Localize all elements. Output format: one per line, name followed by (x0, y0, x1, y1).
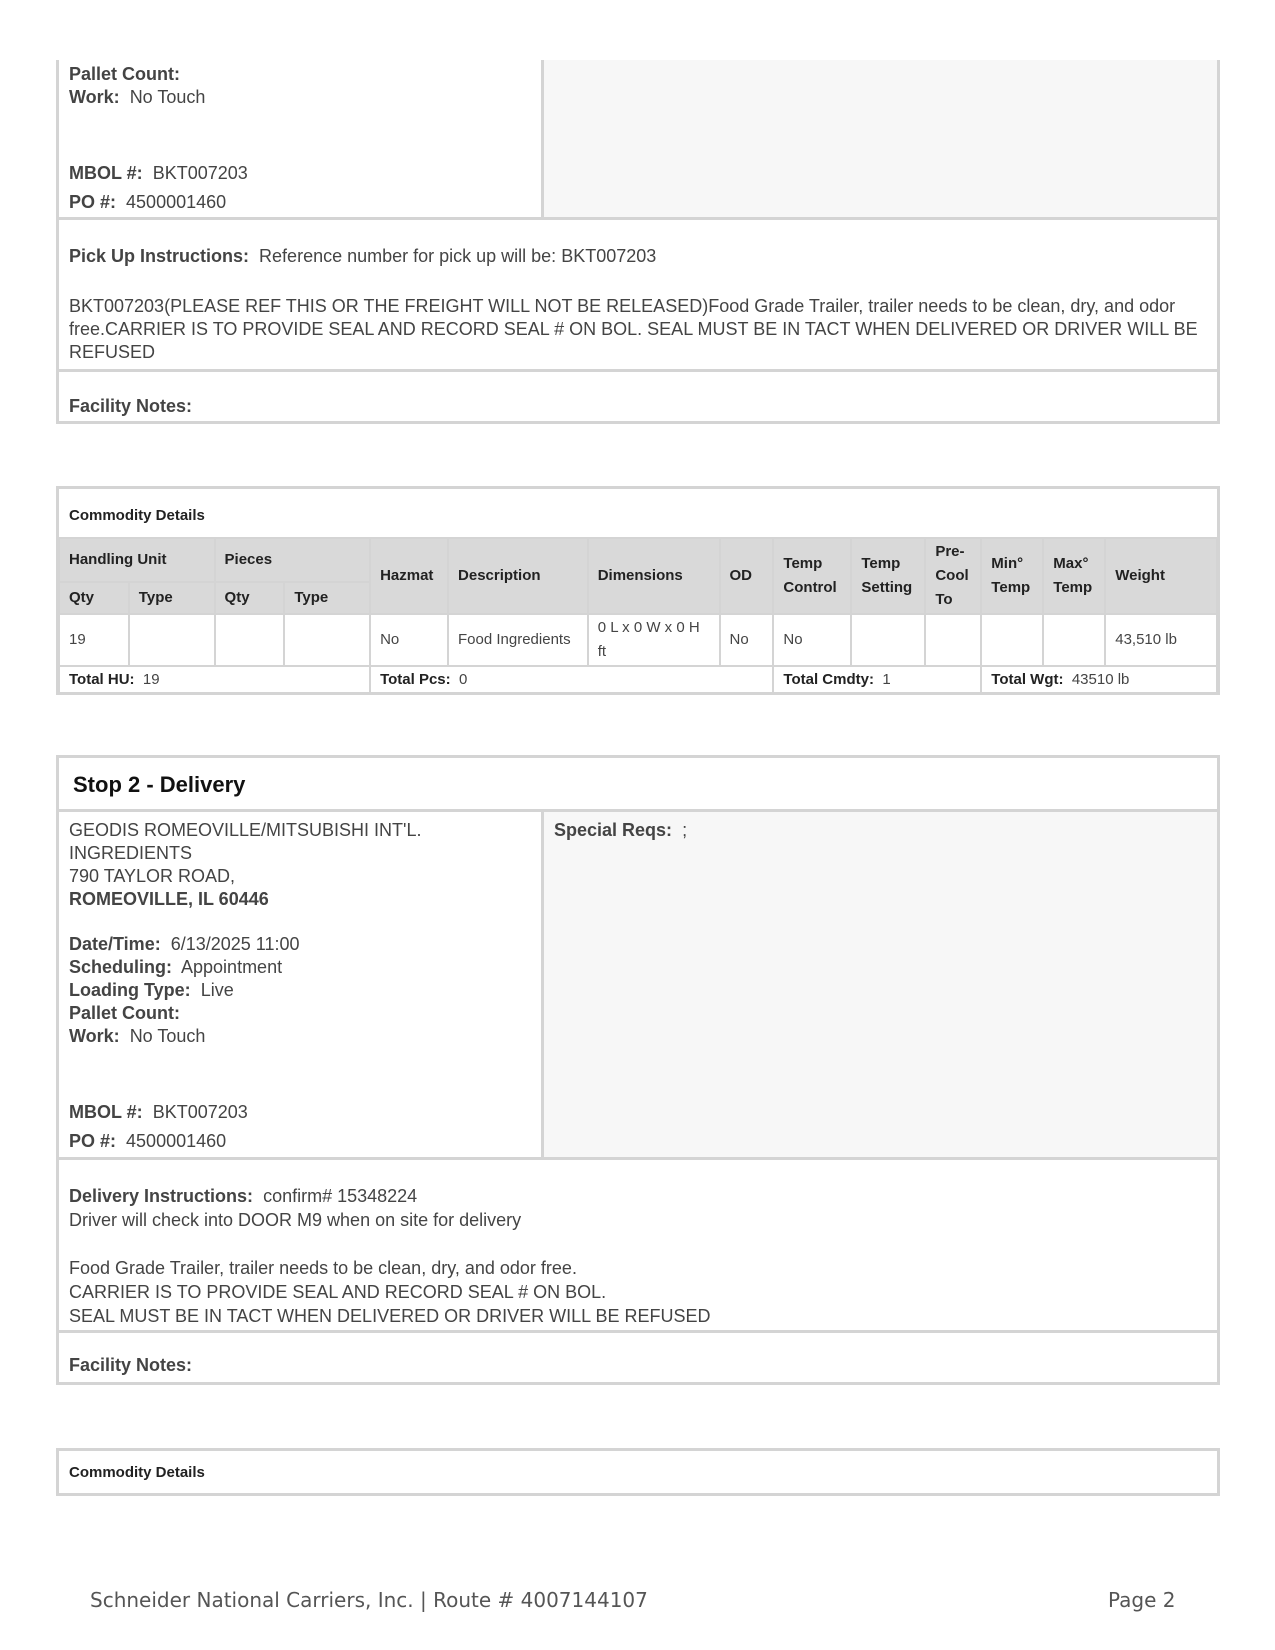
mbol-label: MBOL #: (69, 1102, 143, 1122)
stop2-pallet-count (69, 1003, 180, 1024)
delivery-instructions-line-4: CARRIER IS TO PROVIDE SEAL AND RECORD SEAL # ON BOL. (69, 1282, 607, 1302)
cell-hazmat: No (370, 614, 448, 666)
header-max-temp: Max° Temp (1043, 538, 1105, 614)
work-label: Work: (69, 87, 120, 107)
cell-dimensions: 0 L x 0 W x 0 H ft (588, 614, 720, 666)
table-row (59, 614, 1217, 666)
address-line-3: 790 TAYLOR ROAD, (69, 866, 236, 886)
special-reqs-label: Special Reqs: (554, 820, 673, 840)
cell-temp-control: No (773, 614, 851, 666)
cell-od: No (720, 614, 774, 666)
stop1-facility-notes-box (56, 369, 1220, 424)
stop1-info-box (56, 60, 1220, 220)
delivery-instructions-label: Delivery Instructions: (69, 1186, 254, 1206)
header-pre-cool-to: Pre-Cool To (925, 538, 981, 614)
po-value: 4500001460 (126, 192, 227, 212)
work-value: No Touch (129, 1026, 206, 1046)
pickup-instructions-body: BKT007203(PLEASE REF THIS OR THE FREIGHT WILL NOT BE RELEASED)Food Grade Trailer, trailer needs to be clean, dry, and odor free.CARRIER IS TO PROVIDE SEAL AND RECORD SEAL # ON BOL. SEAL MUST BE IN TACT WHEN DELIVERED OR DRIVER WILL BE REFUSED (69, 296, 1198, 362)
stop2-title: Stop 2 - Delivery (73, 772, 246, 797)
header-min-temp: Min° Temp (981, 538, 1043, 614)
stop2-work (69, 1026, 205, 1047)
stop2-right-panel (544, 812, 1217, 1160)
commodity-details-title: Commodity Details (69, 1464, 205, 1481)
special-reqs-value: ; (682, 820, 688, 840)
scheduling-value: Appointment (181, 957, 283, 977)
commodity-table (58, 537, 1218, 695)
cell-max-temp (1043, 614, 1105, 666)
header-dimensions: Dimensions (588, 538, 720, 614)
stop1-facility-notes-label: Facility Notes: (69, 396, 193, 416)
stop2-po (69, 1131, 226, 1152)
totals-row (59, 666, 1217, 694)
cell-pc-type (284, 614, 370, 666)
cell-weight: 43,510 lb (1105, 614, 1217, 666)
loading-type-value: Live (200, 980, 234, 1000)
work-value: No Touch (129, 87, 206, 107)
delivery-instructions-line-5: SEAL MUST BE IN TACT WHEN DELIVERED OR DRIVER WILL BE REFUSED (69, 1306, 711, 1326)
pickup-instructions-header (69, 246, 656, 267)
stop2-left-panel (59, 812, 544, 1160)
stop1-pallet-count (69, 64, 180, 85)
footer-page-number: Page 2 (1108, 1588, 1176, 1612)
mbol-label: MBOL #: (69, 163, 143, 183)
header-hu-type: Type (129, 582, 215, 614)
header-pc-type: Type (284, 582, 370, 614)
header-temp-setting: Temp Setting (851, 538, 925, 614)
delivery-instructions-box (56, 1157, 1220, 1333)
header-pc-qty: Qty (215, 582, 285, 614)
stop2-datetime (69, 934, 300, 955)
header-weight: Weight (1105, 538, 1217, 614)
pallet-count-label: Pallet Count: (69, 1003, 180, 1023)
pickup-instructions-box (56, 217, 1220, 372)
footer-company-route: Schneider National Carriers, Inc. | Route # 4007144107 (90, 1588, 648, 1612)
delivery-confirm-number: confirm# 15348224 (263, 1186, 418, 1206)
total-hu: Total HU: 19 (59, 666, 370, 694)
cell-hu-type (129, 614, 215, 666)
po-value: 4500001460 (126, 1131, 227, 1151)
stop2-scheduling (69, 957, 282, 978)
header-hu-qty: Qty (59, 582, 129, 614)
commodity-details-table-1 (56, 486, 1220, 695)
stop1-mbol (69, 163, 248, 184)
commodity-details-title: Commodity Details (69, 507, 205, 524)
loading-type-label: Loading Type: (69, 980, 191, 1000)
po-label: PO #: (69, 1131, 117, 1151)
datetime-label: Date/Time: (69, 934, 161, 954)
header-temp-control: Temp Control (773, 538, 851, 614)
delivery-instructions-header (69, 1186, 417, 1207)
delivery-instructions-line-3: Food Grade Trailer, trailer needs to be clean, dry, and odor free. (69, 1258, 577, 1278)
work-label: Work: (69, 1026, 120, 1046)
stop1-po (69, 192, 226, 213)
stop2-facility-notes-label: Facility Notes: (69, 1355, 193, 1375)
total-pcs: Total Pcs: 0 (370, 666, 773, 694)
stop2-facility-notes-box (56, 1330, 1220, 1385)
scheduling-label: Scheduling: (69, 957, 172, 977)
stop1-work (69, 87, 205, 108)
header-handling-unit: Handling Unit (59, 538, 215, 582)
mbol-value: BKT007203 (152, 1102, 248, 1122)
header-pieces: Pieces (215, 538, 371, 582)
pallet-count-label: Pallet Count: (69, 64, 180, 84)
stop1-left-panel (59, 60, 544, 220)
mbol-value: BKT007203 (152, 163, 248, 183)
commodity-details-table-2 (56, 1448, 1220, 1496)
special-reqs (554, 820, 687, 841)
cell-hu-qty: 19 (59, 614, 129, 666)
stop2-mbol (69, 1102, 248, 1123)
stop2-loading-type (69, 980, 234, 1001)
city-state-zip: ROMEOVILLE, IL 60446 (69, 889, 269, 909)
cell-temp-setting (851, 614, 925, 666)
header-description: Description (448, 538, 588, 614)
cell-pc-qty (215, 614, 285, 666)
cell-min-temp (981, 614, 1043, 666)
delivery-instructions-line-2: Driver will check into DOOR M9 when on site for delivery (69, 1210, 522, 1230)
cell-description: Food Ingredients (448, 614, 588, 666)
pickup-instructions-reference: Reference number for pick up will be: BKT007203 (259, 246, 657, 266)
pickup-instructions-label: Pick Up Instructions: (69, 246, 250, 266)
total-cmdty: Total Cmdty: 1 (773, 666, 981, 694)
address-line-1: GEODIS ROMEOVILLE/MITSUBISHI INT'L. (69, 820, 422, 840)
stop2-delivery-section (56, 755, 1220, 1160)
header-hazmat: Hazmat (370, 538, 448, 614)
cell-pre-cool-to (925, 614, 981, 666)
header-od: OD (720, 538, 774, 614)
total-wgt: Total Wgt: 43510 lb (981, 666, 1217, 694)
address-line-2: INGREDIENTS (69, 843, 193, 863)
datetime-value: 6/13/2025 11:00 (170, 934, 300, 954)
stop1-right-panel (544, 60, 1217, 220)
po-label: PO #: (69, 192, 117, 212)
